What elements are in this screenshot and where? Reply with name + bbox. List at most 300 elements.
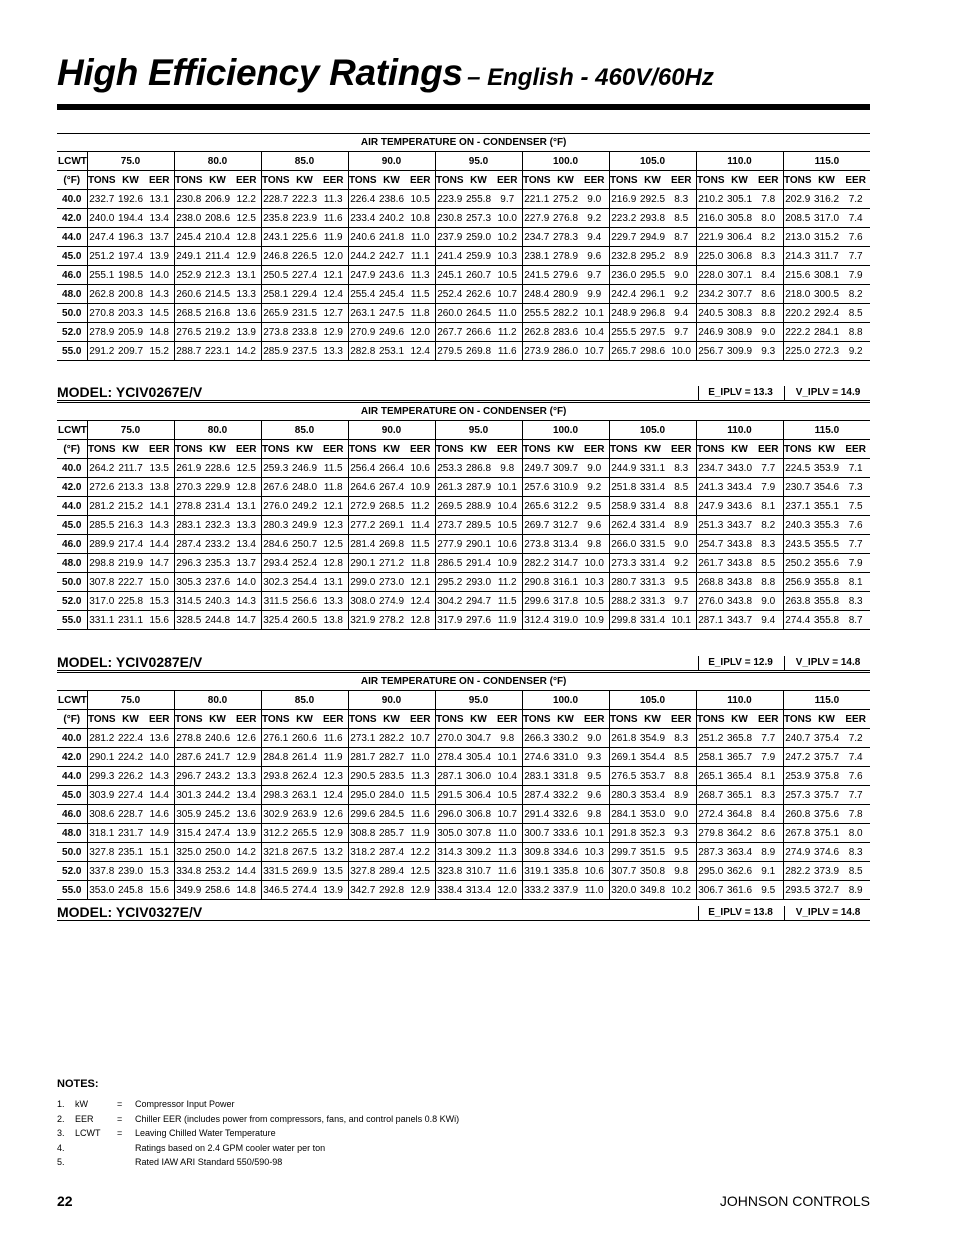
eer-value: 10.6 [406, 459, 435, 478]
tons-value: 267.6 [261, 478, 290, 497]
kw-column-header: KW [725, 171, 754, 190]
eer-value: 9.2 [580, 478, 609, 497]
eer-value: 9.8 [493, 729, 522, 748]
table-row [57, 285, 870, 304]
ratings-table-block [57, 402, 870, 630]
tons-value: 225.0 [696, 247, 725, 266]
tons-value: 262.4 [609, 516, 638, 535]
table-row [57, 266, 870, 285]
e-iplv-value: E_IPLV = 13.3 [698, 386, 782, 400]
v-iplv-value: V_IPLV = 14.9 [784, 386, 871, 400]
model-row-rule [57, 670, 870, 671]
eer-value: 9.5 [667, 573, 696, 592]
note-item [57, 1142, 326, 1158]
kw-column-header: KW [725, 440, 754, 459]
kw-value: 250.0 [203, 843, 232, 862]
kw-value: 194.4 [116, 209, 145, 228]
kw-value: 355.6 [812, 554, 841, 573]
kw-value: 200.8 [116, 285, 145, 304]
lcwt-value: 42.0 [57, 209, 87, 228]
kw-value: 364.8 [725, 805, 754, 824]
kw-column-header: KW [638, 440, 667, 459]
kw-value: 196.3 [116, 228, 145, 247]
kw-value: 284.0 [377, 786, 406, 805]
eer-value: 13.4 [232, 535, 261, 554]
tons-value: 321.8 [261, 843, 290, 862]
eer-value: 13.5 [319, 862, 348, 881]
lcwt-value: 45.0 [57, 247, 87, 266]
tons-value: 222.2 [783, 323, 812, 342]
tons-value: 320.0 [609, 881, 638, 900]
kw-column-header: KW [203, 710, 232, 729]
eer-value: 8.8 [754, 304, 783, 323]
eer-value: 12.8 [406, 611, 435, 630]
tons-value: 221.1 [522, 190, 551, 209]
kw-value: 330.2 [551, 729, 580, 748]
eer-value: 10.7 [406, 729, 435, 748]
kw-value: 312.2 [551, 497, 580, 516]
tons-value: 306.7 [696, 881, 725, 900]
kw-column-header: KW [203, 440, 232, 459]
model-row-rule [57, 920, 870, 921]
eer-value: 8.5 [667, 209, 696, 228]
tons-value: 325.0 [174, 843, 203, 862]
eer-value: 11.3 [493, 843, 522, 862]
kw-column-header: KW [812, 710, 841, 729]
kw-value: 306.8 [464, 805, 493, 824]
kw-value: 354.6 [812, 478, 841, 497]
kw-value: 297.5 [638, 323, 667, 342]
kw-value: 353.4 [638, 786, 667, 805]
lcwt-value: 44.0 [57, 767, 87, 786]
tons-value: 287.1 [435, 767, 464, 786]
lcwt-value: 55.0 [57, 881, 87, 900]
kw-value: 227.4 [290, 266, 319, 285]
tons-value: 281.4 [348, 535, 377, 554]
tons-value: 308.0 [348, 592, 377, 611]
kw-value: 343.6 [725, 497, 754, 516]
kw-value: 228.6 [203, 459, 232, 478]
kw-value: 343.8 [725, 592, 754, 611]
kw-value: 269.8 [377, 535, 406, 554]
kw-value: 242.7 [377, 247, 406, 266]
eer-value: 11.5 [319, 459, 348, 478]
eer-value: 10.1 [493, 478, 522, 497]
tons-value: 295.0 [348, 786, 377, 805]
tons-column-header: TONS [522, 171, 551, 190]
eer-value: 7.7 [841, 535, 870, 554]
tons-value: 349.9 [174, 881, 203, 900]
eer-value: 11.9 [319, 228, 348, 247]
eer-value: 8.0 [841, 824, 870, 843]
tons-value: 263.1 [348, 304, 377, 323]
note-description: Ratings based on 2.4 GPM cooler water per ton [135, 1142, 326, 1153]
tons-value: 296.0 [435, 805, 464, 824]
table-row [57, 748, 870, 767]
eer-value: 13.7 [145, 228, 174, 247]
kw-value: 253.1 [377, 342, 406, 361]
kw-value: 211.7 [116, 459, 145, 478]
kw-value: 246.9 [290, 459, 319, 478]
eer-column-header: EER [145, 440, 174, 459]
tons-value: 282.8 [348, 342, 377, 361]
eer-value: 10.6 [580, 862, 609, 881]
eer-value: 11.9 [406, 824, 435, 843]
eer-value: 9.1 [754, 862, 783, 881]
table-row [57, 247, 870, 266]
model-row [57, 903, 870, 921]
tons-value: 240.6 [348, 228, 377, 247]
tons-value: 299.0 [348, 573, 377, 592]
kw-value: 365.8 [725, 729, 754, 748]
eer-value: 15.6 [145, 611, 174, 630]
kw-value: 223.9 [290, 209, 319, 228]
tons-value: 261.3 [435, 478, 464, 497]
tons-value: 307.8 [87, 573, 116, 592]
eer-value: 10.4 [580, 323, 609, 342]
eer-value: 9.7 [667, 323, 696, 342]
eer-value: 8.3 [841, 843, 870, 862]
tons-value: 267.7 [435, 323, 464, 342]
kw-value: 269.8 [464, 342, 493, 361]
kw-value: 255.8 [464, 190, 493, 209]
tons-value: 265.9 [261, 304, 290, 323]
kw-column-header: KW [290, 440, 319, 459]
eer-value: 11.6 [406, 805, 435, 824]
kw-value: 375.7 [812, 786, 841, 805]
tons-value: 255.1 [87, 266, 116, 285]
eer-value: 8.7 [667, 228, 696, 247]
tons-value: 346.5 [261, 881, 290, 900]
air-temp-label: 85.0 [261, 152, 348, 171]
kw-value: 263.9 [290, 805, 319, 824]
tons-value: 255.4 [348, 285, 377, 304]
model-row-rule [57, 400, 870, 401]
eer-value: 9.5 [580, 767, 609, 786]
tons-value: 334.8 [174, 862, 203, 881]
lcwt-value: 42.0 [57, 478, 87, 497]
tons-value: 250.2 [783, 554, 812, 573]
tons-value: 333.2 [522, 881, 551, 900]
kw-value: 343.8 [725, 535, 754, 554]
kw-value: 289.4 [377, 862, 406, 881]
eer-value: 8.9 [667, 516, 696, 535]
eer-value: 11.0 [406, 748, 435, 767]
note-item [57, 1099, 235, 1114]
eer-value: 11.0 [580, 881, 609, 900]
kw-value: 331.5 [638, 535, 667, 554]
eer-value: 15.2 [145, 342, 174, 361]
eer-value: 8.3 [667, 190, 696, 209]
tons-column-header: TONS [261, 171, 290, 190]
kw-value: 233.8 [290, 323, 319, 342]
kw-value: 317.8 [551, 592, 580, 611]
tons-value: 245.1 [435, 266, 464, 285]
eer-value: 10.7 [493, 805, 522, 824]
eer-value: 9.8 [580, 535, 609, 554]
tons-value: 273.3 [609, 554, 638, 573]
tons-value: 246.9 [696, 323, 725, 342]
tons-value: 240.3 [783, 516, 812, 535]
kw-value: 235.3 [203, 554, 232, 573]
tons-column-header: TONS [174, 440, 203, 459]
tons-value: 277.9 [435, 535, 464, 554]
eer-value: 9.0 [754, 323, 783, 342]
kw-value: 331.1 [638, 459, 667, 478]
kw-column-header: KW [203, 171, 232, 190]
eer-value: 8.9 [754, 843, 783, 862]
tons-value: 227.9 [522, 209, 551, 228]
tons-value: 248.9 [609, 304, 638, 323]
kw-value: 241.8 [377, 228, 406, 247]
eer-value: 9.7 [667, 592, 696, 611]
kw-column-header: KW [551, 710, 580, 729]
kw-value: 375.1 [812, 824, 841, 843]
kw-column-header: KW [464, 710, 493, 729]
kw-value: 331.3 [638, 573, 667, 592]
eer-value: 10.4 [493, 497, 522, 516]
kw-column-header: KW [377, 440, 406, 459]
tons-value: 279.8 [696, 824, 725, 843]
eer-value: 10.5 [493, 266, 522, 285]
eer-value: 14.0 [145, 266, 174, 285]
eer-value: 14.6 [145, 805, 174, 824]
table-row [57, 516, 870, 535]
tons-value: 253.3 [435, 459, 464, 478]
eer-value: 10.0 [667, 342, 696, 361]
kw-value: 288.9 [464, 497, 493, 516]
tons-value: 318.2 [348, 843, 377, 862]
kw-value: 257.3 [464, 209, 493, 228]
kw-value: 343.7 [725, 516, 754, 535]
tons-value: 240.5 [696, 304, 725, 323]
kw-value: 197.4 [116, 247, 145, 266]
air-temp-label: 115.0 [783, 691, 870, 710]
lcwt-value: 55.0 [57, 611, 87, 630]
eer-column-header: EER [754, 440, 783, 459]
tons-value: 274.9 [783, 843, 812, 862]
tons-value: 281.2 [87, 497, 116, 516]
kw-column-header: KW [551, 171, 580, 190]
tons-value: 280.7 [609, 573, 638, 592]
tons-value: 323.8 [435, 862, 464, 881]
kw-value: 355.1 [812, 497, 841, 516]
kw-value: 334.6 [551, 843, 580, 862]
notes-heading: NOTES: [57, 1078, 99, 1090]
kw-value: 306.0 [464, 767, 493, 786]
tons-value: 291.2 [87, 342, 116, 361]
eer-value: 12.1 [319, 266, 348, 285]
kw-value: 267.4 [377, 478, 406, 497]
kw-value: 286.8 [464, 459, 493, 478]
eer-value: 13.3 [232, 516, 261, 535]
eer-value: 12.4 [319, 786, 348, 805]
kw-value: 331.8 [551, 767, 580, 786]
tons-value: 291.5 [435, 786, 464, 805]
eer-value: 12.3 [319, 767, 348, 786]
eer-value: 13.8 [319, 611, 348, 630]
tons-value: 250.5 [261, 266, 290, 285]
eer-value: 11.5 [406, 285, 435, 304]
kw-value: 249.6 [377, 323, 406, 342]
tons-value: 287.1 [696, 611, 725, 630]
kw-value: 293.8 [638, 209, 667, 228]
kw-value: 314.7 [551, 554, 580, 573]
tons-value: 243.5 [783, 535, 812, 554]
air-temp-label: 80.0 [174, 691, 261, 710]
eer-value: 9.8 [493, 459, 522, 478]
tons-value: 216.9 [609, 190, 638, 209]
eer-value: 9.7 [580, 266, 609, 285]
eer-value: 13.9 [145, 247, 174, 266]
eer-value: 15.6 [145, 881, 174, 900]
eer-value: 11.6 [319, 729, 348, 748]
kw-value: 354.9 [638, 729, 667, 748]
eer-column-header: EER [580, 710, 609, 729]
kw-value: 307.7 [725, 285, 754, 304]
kw-value: 373.9 [812, 862, 841, 881]
tons-value: 304.2 [435, 592, 464, 611]
kw-value: 355.8 [812, 592, 841, 611]
tons-value: 290.1 [87, 748, 116, 767]
eer-value: 9.2 [667, 285, 696, 304]
tons-value: 327.8 [87, 843, 116, 862]
lcwt-value: 40.0 [57, 729, 87, 748]
eer-value: 12.0 [319, 247, 348, 266]
eer-column-header: EER [406, 171, 435, 190]
tons-value: 293.8 [261, 767, 290, 786]
notes-section [57, 1078, 460, 1172]
tons-value: 257.6 [522, 478, 551, 497]
tons-column-header: TONS [783, 171, 812, 190]
kw-value: 223.1 [203, 342, 232, 361]
tons-column-header: TONS [348, 710, 377, 729]
kw-column-header: KW [812, 440, 841, 459]
kw-value: 311.7 [812, 247, 841, 266]
kw-value: 260.6 [290, 729, 319, 748]
eer-value: 8.0 [754, 209, 783, 228]
kw-value: 250.7 [290, 535, 319, 554]
eer-value: 8.1 [754, 497, 783, 516]
air-temp-header: AIR TEMPERATURE ON - CONDENSER (°F) [57, 134, 870, 152]
tons-column-header: TONS [435, 171, 464, 190]
tons-value: 252.4 [435, 285, 464, 304]
table-row [57, 573, 870, 592]
kw-value: 375.6 [812, 805, 841, 824]
model-row [57, 653, 870, 671]
kw-value: 372.7 [812, 881, 841, 900]
tons-value: 314.3 [435, 843, 464, 862]
tons-value: 260.0 [435, 304, 464, 323]
tons-value: 261.9 [174, 459, 203, 478]
eer-value: 11.5 [406, 535, 435, 554]
eer-value: 10.9 [580, 611, 609, 630]
kw-value: 198.5 [116, 266, 145, 285]
air-temp-label: 110.0 [696, 691, 783, 710]
tons-value: 312.2 [261, 824, 290, 843]
eer-value: 13.6 [232, 805, 261, 824]
tons-value: 295.0 [696, 862, 725, 881]
kw-value: 292.4 [812, 304, 841, 323]
eer-column-header: EER [232, 710, 261, 729]
eer-value: 8.2 [841, 285, 870, 304]
ratings-table-block [57, 133, 870, 361]
tons-value: 290.8 [522, 573, 551, 592]
kw-value: 343.8 [725, 554, 754, 573]
tons-column-header: TONS [783, 710, 812, 729]
tons-value: 269.1 [609, 748, 638, 767]
v-iplv-value: V_IPLV = 14.8 [784, 656, 871, 670]
tons-value: 288.7 [174, 342, 203, 361]
eer-value: 10.5 [406, 190, 435, 209]
eer-value: 14.5 [145, 304, 174, 323]
eer-value: 8.4 [754, 266, 783, 285]
kw-value: 295.5 [638, 266, 667, 285]
tons-value: 312.4 [522, 611, 551, 630]
kw-column-header: KW [377, 171, 406, 190]
tons-column-header: TONS [174, 171, 203, 190]
tons-value: 237.1 [783, 497, 812, 516]
kw-value: 375.7 [812, 748, 841, 767]
tons-value: 299.7 [609, 843, 638, 862]
lcwt-value: 48.0 [57, 285, 87, 304]
kw-value: 260.7 [464, 266, 493, 285]
tons-value: 284.1 [609, 805, 638, 824]
tons-value: 223.9 [435, 190, 464, 209]
eer-value: 15.3 [145, 862, 174, 881]
tons-value: 232.7 [87, 190, 116, 209]
eer-value: 10.3 [580, 843, 609, 862]
lcwt-value: 45.0 [57, 786, 87, 805]
eer-value: 9.5 [667, 843, 696, 862]
eer-value: 9.0 [580, 190, 609, 209]
eer-value: 9.4 [580, 228, 609, 247]
kw-value: 263.1 [290, 786, 319, 805]
kw-value: 261.4 [290, 748, 319, 767]
eer-value: 12.8 [232, 228, 261, 247]
kw-value: 243.2 [203, 767, 232, 786]
tons-value: 305.0 [435, 824, 464, 843]
kw-value: 283.5 [377, 767, 406, 786]
eer-value: 9.0 [580, 459, 609, 478]
eer-value: 9.5 [580, 497, 609, 516]
tons-column-header: TONS [348, 440, 377, 459]
air-temp-label: 75.0 [87, 691, 174, 710]
tons-value: 315.4 [174, 824, 203, 843]
eer-value: 11.2 [493, 573, 522, 592]
note-number: 1. [57, 1099, 65, 1109]
note-number: 2. [57, 1113, 65, 1124]
kw-value: 305.8 [725, 209, 754, 228]
eer-value: 13.1 [232, 497, 261, 516]
eer-column-header: EER [145, 710, 174, 729]
tons-value: 302.3 [261, 573, 290, 592]
tons-value: 299.8 [609, 611, 638, 630]
tons-value: 276.1 [261, 729, 290, 748]
lcwt-header: LCWT [57, 691, 87, 710]
eer-value: 11.6 [493, 342, 522, 361]
note-equals: = [117, 1128, 123, 1138]
tons-value: 353.0 [87, 881, 116, 900]
kw-value: 215.2 [116, 497, 145, 516]
eer-value: 7.4 [841, 209, 870, 228]
note-description: Chiller EER (includes power from compressors, fans, and control panels 0.8 KWi) [135, 1113, 460, 1124]
eer-value: 13.5 [145, 459, 174, 478]
kw-value: 247.5 [377, 304, 406, 323]
eer-value: 14.4 [145, 786, 174, 805]
eer-value: 9.8 [667, 862, 696, 881]
tons-value: 299.6 [522, 592, 551, 611]
